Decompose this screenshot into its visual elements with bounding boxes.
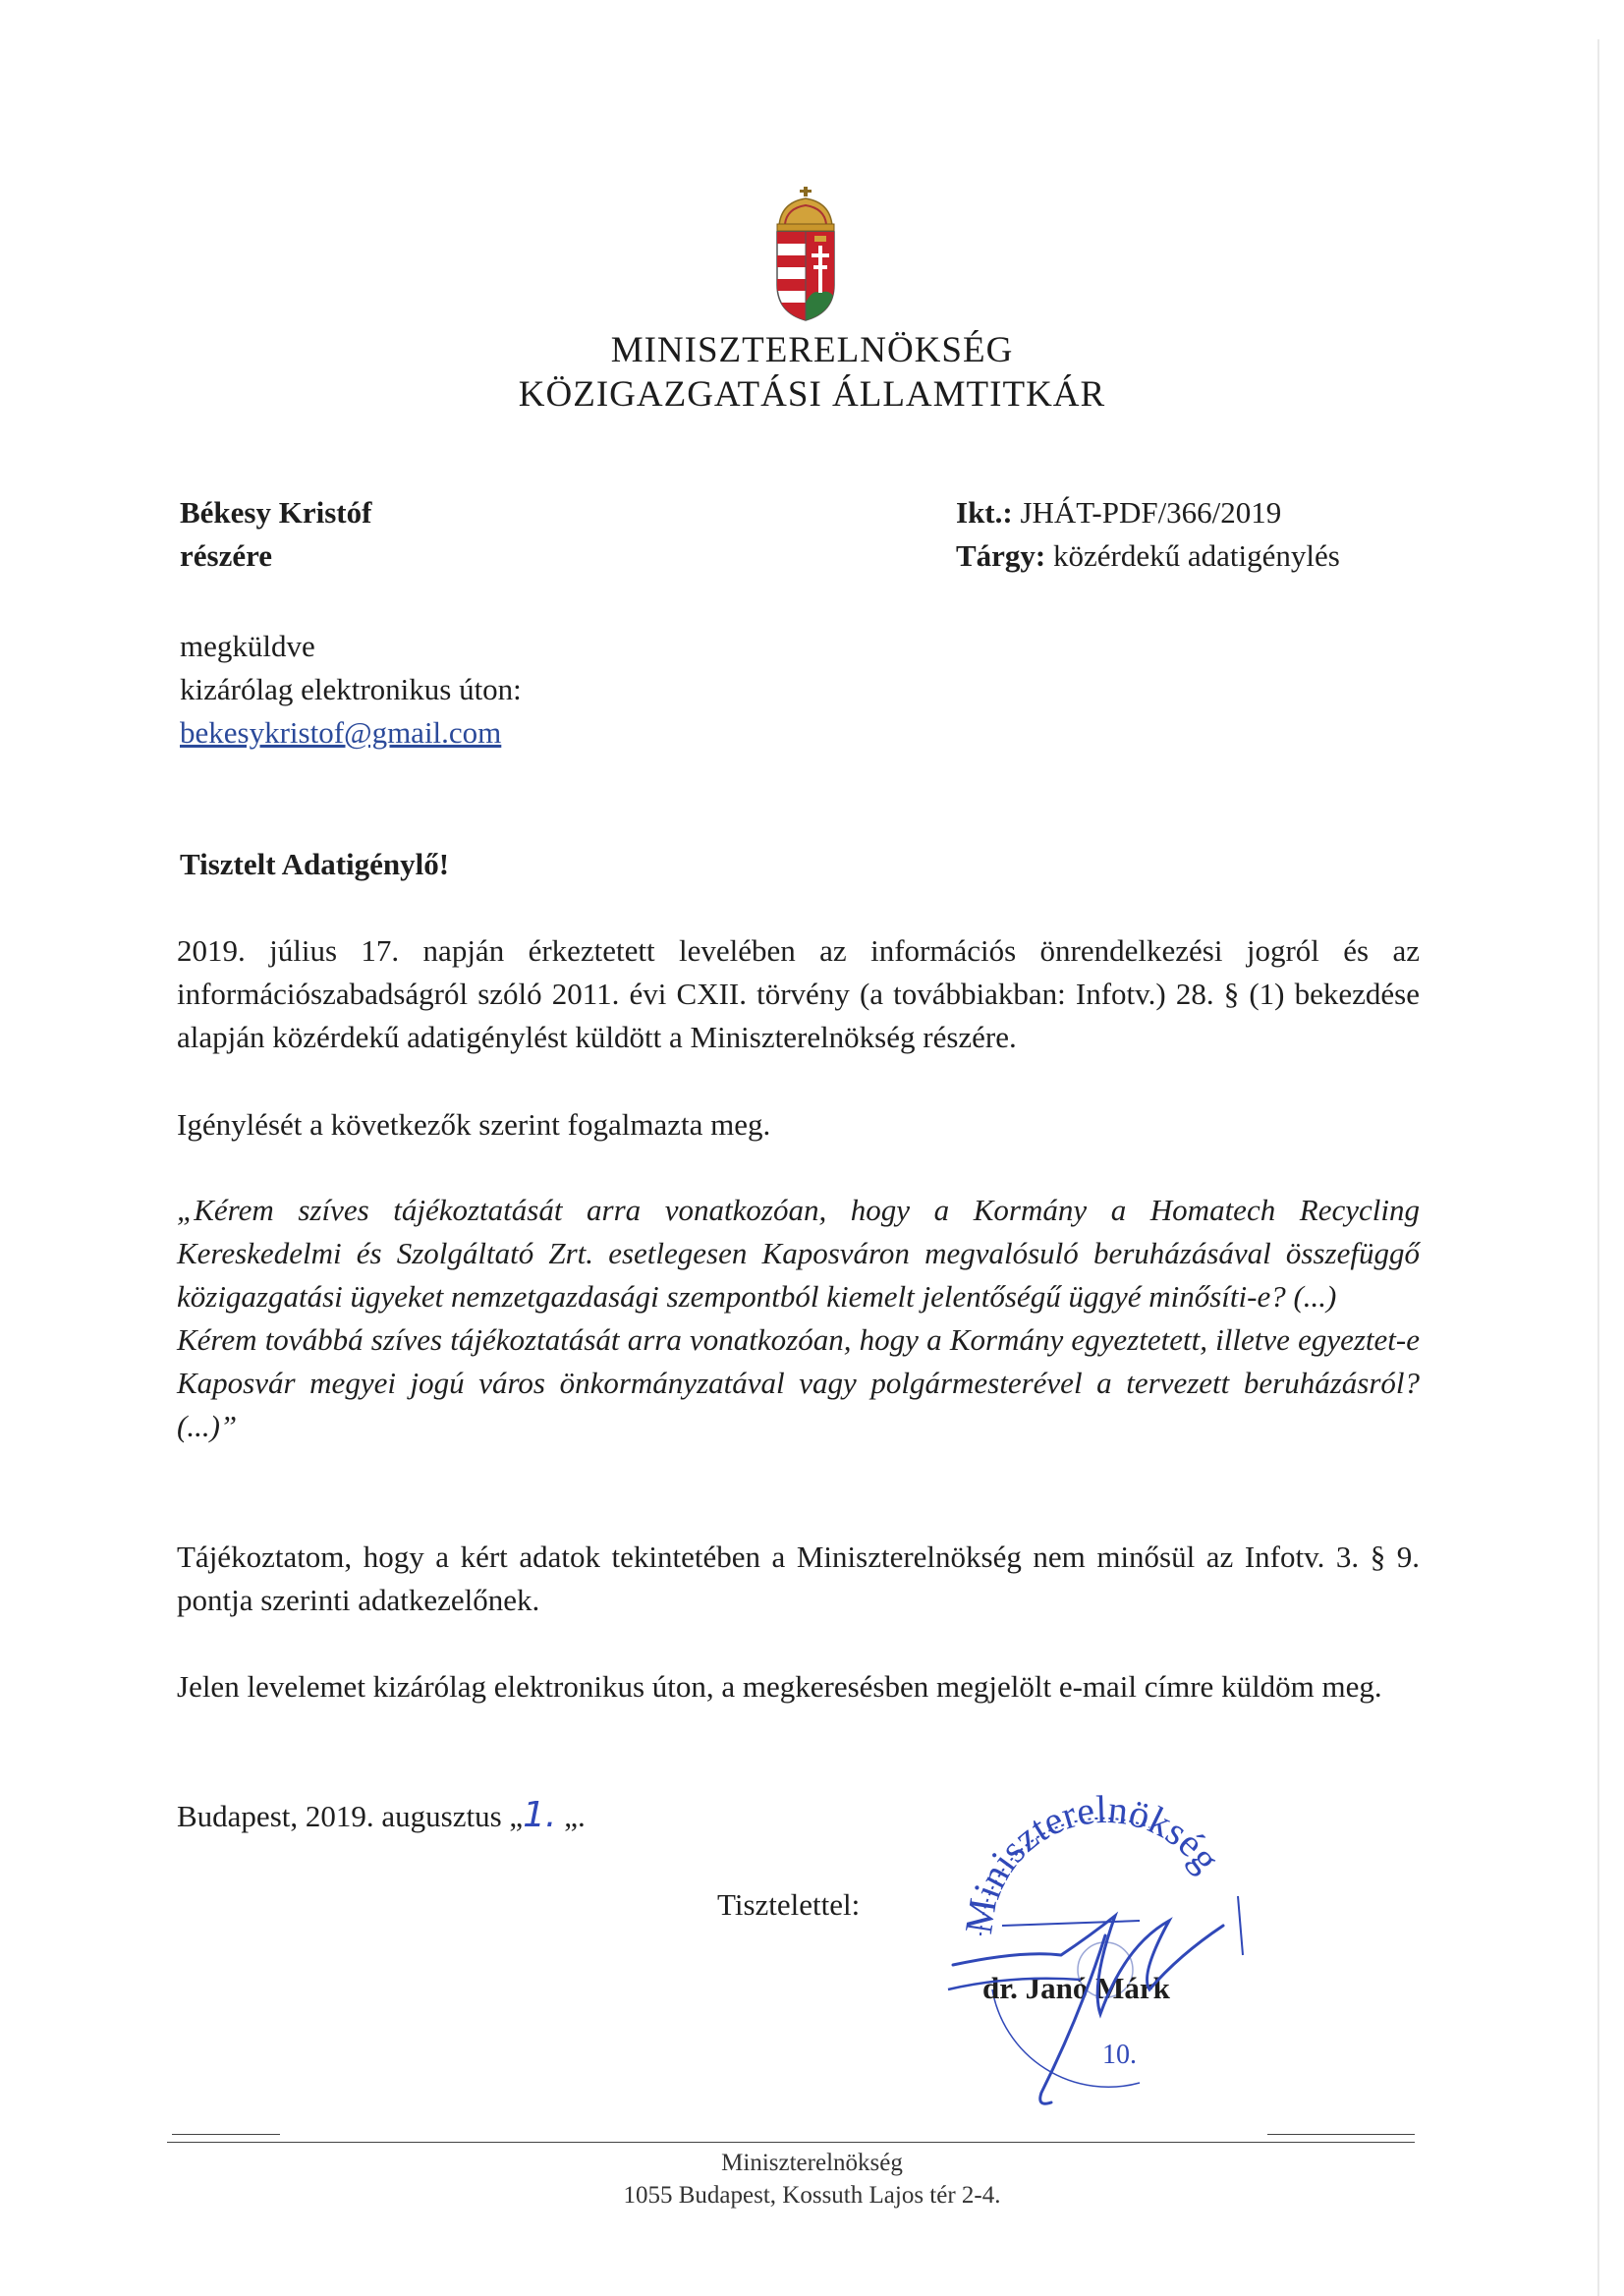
footer-divider-left xyxy=(172,2134,280,2135)
recipient-name: Békesy Kristóf xyxy=(180,495,372,530)
place-date xyxy=(177,1794,586,1838)
delivery-block xyxy=(180,625,522,755)
subject-label: Tárgy: xyxy=(956,538,1046,573)
quote-part-2: Kérem továbbá szíves tájékoztatását arra vonatkozóan, hogy a Kormány egyeztetett, illetve egyeztet-e Kaposvár megyei jogú város önkormányzatával vagy polgármesterével a tervezett beruházásról? (...)” xyxy=(177,1322,1420,1443)
recipient-block xyxy=(180,491,371,578)
footer-divider xyxy=(167,2142,1415,2144)
handwritten-day: 1. xyxy=(523,1795,557,1835)
filing-number-value: JHÁT-PDF/366/2019 xyxy=(1020,495,1282,530)
stamp-ring-text: Miniszterelnökség xyxy=(956,1788,1229,1937)
delivery-line-2: kizárólag elektronikus úton: xyxy=(180,672,522,706)
delivery-line-1: megküldve xyxy=(180,629,315,663)
footer-divider-right xyxy=(1267,2134,1415,2135)
paragraph-request-received: 2019. július 17. napján érkeztetett levelében az információs önrendelkezési jogról és az információszabadságról szóló 2011. évi CXII. törvény (a továbbiakban: Infotv.) 28. § (1) bekezdése alapján közérdekű adatigénylést küldött a Miniszterelnökség részére. xyxy=(177,933,1420,1054)
greeting: Tisztelt Adatigénylő! xyxy=(180,847,450,881)
subject-value: közérdekű adatigénylés xyxy=(1053,538,1340,573)
closing-phrase: Tisztelettel: xyxy=(717,1887,861,1922)
office-title: KÖZIGAZGATÁSI ÁLLAMTITKÁR xyxy=(518,374,1106,415)
filing-number-row xyxy=(956,491,1340,534)
paragraph-request-intro: Igénylését a következők szerint fogalmazta meg. xyxy=(177,1107,771,1142)
signer-name: dr. Janó Márk xyxy=(982,1971,1170,2005)
reference-block xyxy=(956,491,1340,578)
email-link[interactable]: bekesykristof@gmail.com xyxy=(180,715,502,750)
footer-organization: Miniszterelnökség xyxy=(721,2150,903,2176)
coat-of-arms-icon xyxy=(771,187,840,324)
quote-part-1: „Kérem szíves tájékoztatását arra vonatkozóan, hogy a Kormány a Homatech Recycling Kereskedelmi és Szolgáltató Zrt. esetlegesen Kaposváron megvalósuló beruházásával összefüggő közigazgatási ügyeket nemzetgazdasági szempontból kiemelt jelentőségű üggyé minősíti-e? (...) xyxy=(177,1193,1420,1314)
subject-row xyxy=(956,534,1340,578)
place-date-suffix: „. xyxy=(556,1799,586,1833)
stamp-number: 10. xyxy=(1102,2040,1137,2070)
ministry-title: MINISZTERELNÖKSÉG xyxy=(610,330,1014,370)
paragraph-delivery-note: Jelen levelemet kizárólag elektronikus úton, a megkeresésben megjelölt e-mail címre küldöm meg. xyxy=(177,1669,1382,1704)
signature-icon xyxy=(943,1896,1228,2112)
recipient-for: részére xyxy=(180,538,273,573)
footer-address: 1055 Budapest, Kossuth Lajos tér 2-4. xyxy=(623,2182,1001,2209)
paragraph-answer: Tájékoztatom, hogy a kért adatok tekintetében a Miniszterelnökség nem minősül az Infotv. 3. § 9. pontja szerinti adatkezelőnek. xyxy=(177,1540,1420,1617)
place-date-prefix: Budapest, 2019. augusztus „ xyxy=(177,1799,524,1833)
quoted-request xyxy=(177,1189,1420,1448)
filing-number-label: Ikt.: xyxy=(956,495,1013,530)
